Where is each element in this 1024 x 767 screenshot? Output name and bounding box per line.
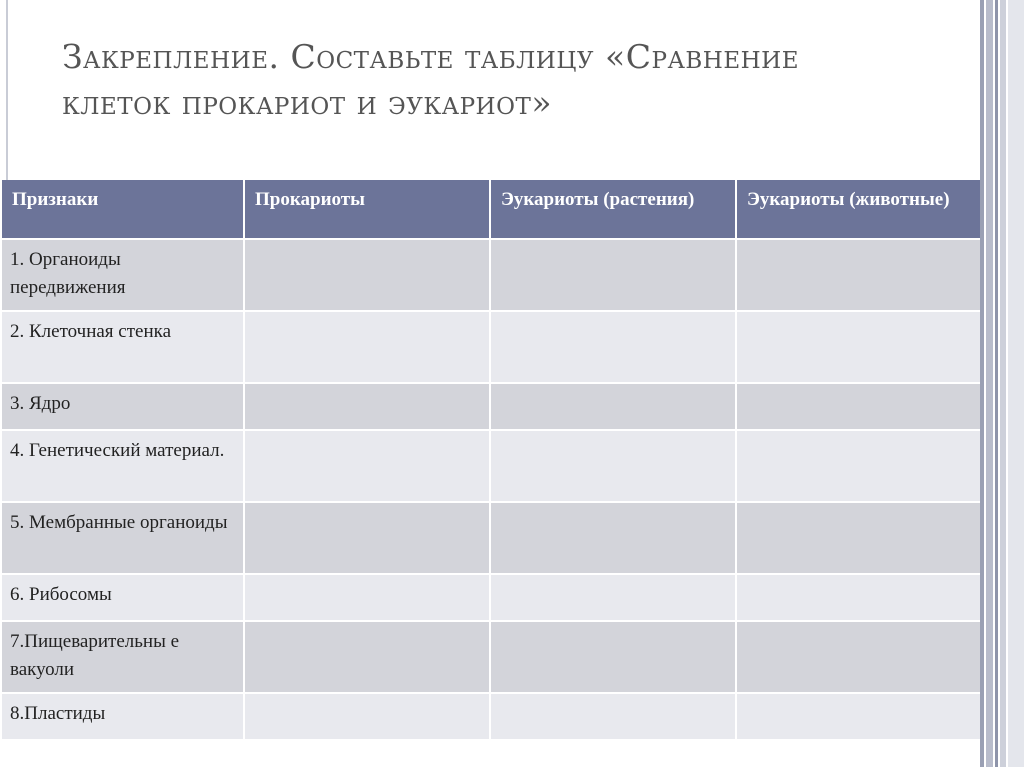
table-row: [2, 384, 980, 429]
column-header-prokaryotes: Прокариоты: [245, 180, 489, 238]
left-decorative-line: [6, 0, 8, 180]
table-row: [2, 240, 980, 310]
feature-cell: 2. Клеточная стенка: [2, 312, 243, 382]
eukaryotes-plants-cell[interactable]: [491, 240, 735, 310]
table-row: [2, 575, 980, 620]
feature-cell: 5. Мембранные органоиды: [2, 503, 243, 573]
right-decorative-rail: [995, 0, 998, 767]
slide-title-line-2: клеток прокариот и эукариот»: [62, 83, 553, 122]
prokaryotes-cell[interactable]: [245, 503, 489, 573]
right-decorative-rail: [1000, 0, 1006, 767]
feature-cell: 1. Органоиды передвижения: [2, 240, 243, 310]
eukaryotes-animals-cell[interactable]: [737, 240, 980, 310]
eukaryotes-plants-cell[interactable]: [491, 384, 735, 429]
eukaryotes-animals-cell[interactable]: [737, 694, 980, 739]
eukaryotes-plants-cell[interactable]: [491, 503, 735, 573]
prokaryotes-cell[interactable]: [245, 240, 489, 310]
eukaryotes-animals-cell[interactable]: [737, 384, 980, 429]
prokaryotes-cell[interactable]: [245, 575, 489, 620]
eukaryotes-plants-cell[interactable]: [491, 575, 735, 620]
eukaryotes-plants-cell[interactable]: [491, 312, 735, 382]
column-header-eukaryotes-plants: Эукариоты (растения): [491, 180, 735, 238]
eukaryotes-animals-cell[interactable]: [737, 575, 980, 620]
table-header-row: [2, 180, 980, 238]
right-decorative-rail: [1008, 0, 1024, 767]
eukaryotes-animals-cell[interactable]: [737, 431, 980, 501]
right-decorative-rail: [986, 0, 993, 767]
feature-cell: 3. Ядро: [2, 384, 243, 429]
prokaryotes-cell[interactable]: [245, 312, 489, 382]
column-header-eukaryotes-animals: Эукариоты (животные): [737, 180, 980, 238]
table-row: [2, 694, 980, 739]
prokaryotes-cell[interactable]: [245, 622, 489, 692]
table-row: [2, 503, 980, 573]
table-row: [2, 622, 980, 692]
eukaryotes-animals-cell[interactable]: [737, 312, 980, 382]
feature-cell: 8.Пластиды: [2, 694, 243, 739]
table-row: [2, 431, 980, 501]
eukaryotes-plants-cell[interactable]: [491, 431, 735, 501]
slide-title-line-1: Закрепление. Составьте таблицу «Сравнение: [62, 37, 800, 76]
eukaryotes-plants-cell[interactable]: [491, 694, 735, 739]
eukaryotes-animals-cell[interactable]: [737, 503, 980, 573]
eukaryotes-animals-cell[interactable]: [737, 622, 980, 692]
comparison-table: [0, 178, 982, 741]
feature-cell: 4. Генетический материал.: [2, 431, 243, 501]
eukaryotes-plants-cell[interactable]: [491, 622, 735, 692]
feature-cell: 7.Пищеварительны е вакуоли: [2, 622, 243, 692]
prokaryotes-cell[interactable]: [245, 384, 489, 429]
column-header-features: Признаки: [2, 180, 243, 238]
prokaryotes-cell[interactable]: [245, 431, 489, 501]
table-row: [2, 312, 980, 382]
slide-title: [62, 34, 962, 126]
feature-cell: 6. Рибосомы: [2, 575, 243, 620]
prokaryotes-cell[interactable]: [245, 694, 489, 739]
